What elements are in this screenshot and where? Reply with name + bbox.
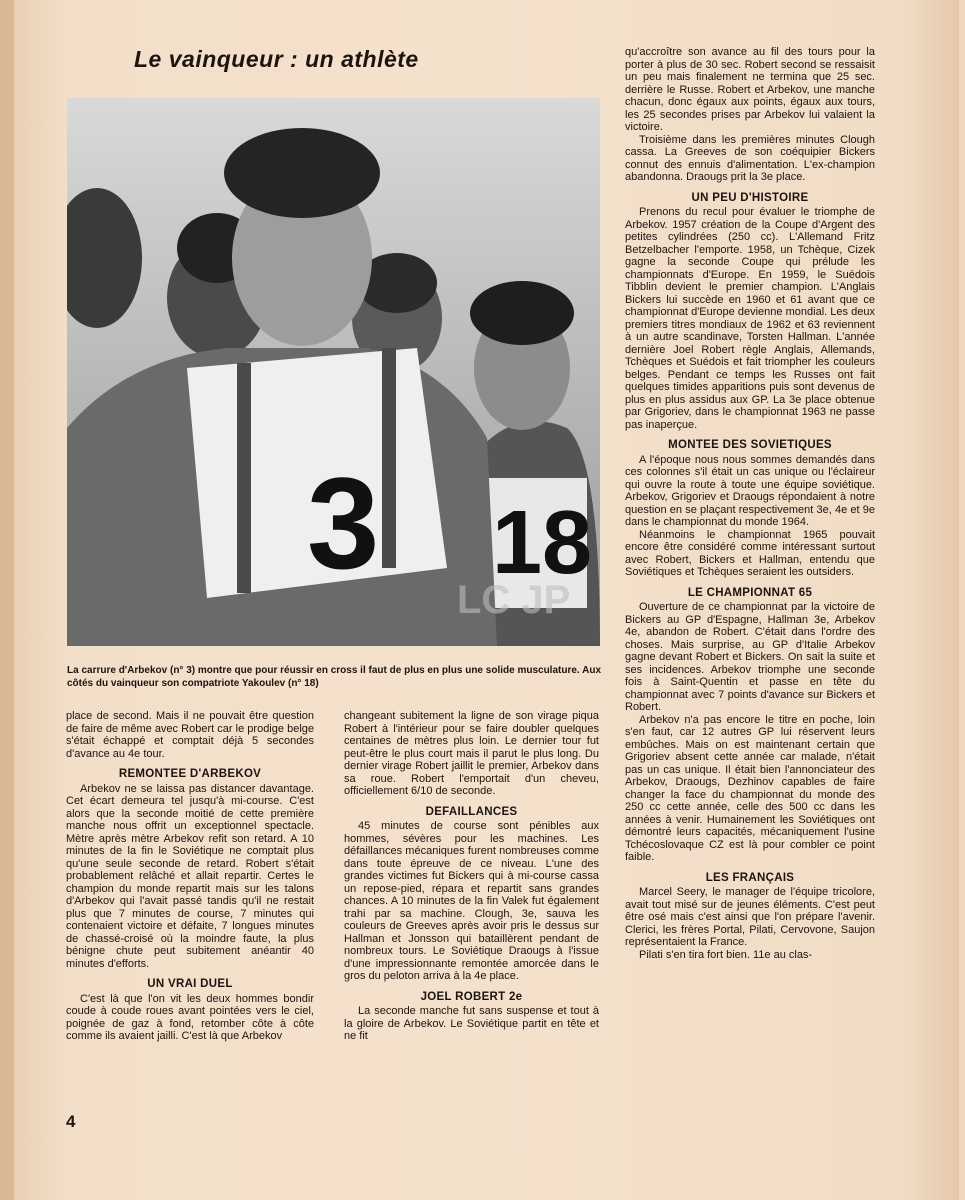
article-paragraph: Troisième dans les premières minutes Clough cassa. La Greeves de son coéquipier Bickers connut des ennuis d'alimentation. L'ex-champion abandonna. Draougs prit la 3e place.	[625, 133, 875, 183]
article-paragraph: Marcel Seery, le manager de l'équipe tricolore, avait tout misé sur de jeunes éléments. C'est peut être osé mais c'est ainsi que l'on prépare l'avenir. Clerici, les frères Portal, Pilati, Cervovone, Saujon représentaient la France.	[625, 886, 875, 948]
article-paragraph: Pilati s'en tira fort bien. 11e au clas-	[639, 948, 813, 961]
section-heading: REMONTEE D'ARBEKOV	[118, 768, 262, 780]
article-paragraph: qu'accroître son avance au fil des tours pour la porter à plus de 30 sec. Robert second se ressaisit un peu mais finalement ne termina que 25 sec. derrière le Russe. Robert et Arbekov, une manche chacun, donc égaux aux points, égaux aux tours, les 25 secondes prises par Arbekov lui valaient la victoire.	[625, 46, 875, 133]
article-paragraph: Arbekov ne se laissa pas distancer davantage. Cet écart demeura tel jusqu'à mi-course. C'est alors que la seconde moitié de cette première manche nous offrit un exceptionnel spectacle. Mètre après mètre Arbekov refit son retard. A 10 minutes de la fin le Soviétique ne comptait plus qu'une seule seconde de retard. Robert s'était probablement relâché et allait repartir. Certes le champion du monde repartit mais sur les talons d'Arbekov qui l'avait passé tandis qu'il ne restait plus que 7 minutes de course, 7 minutes qui contenaient victoire et défaite, 7 longues minutes de chassé-croisé où la moindre faute, la plus bénigne chute peut subitement anéantir 40 minutes d'efforts.	[66, 782, 314, 970]
article-paragraph: C'est là que l'on vit les deux hommes bondir coude à coude roues avant pointées vers le ciel, poignée de gaz à fond, retomber côte à côte comme ils avaient jailli. C'est là que Arbekov	[66, 992, 314, 1042]
article-title: Le vainqueur : un athlète	[134, 46, 419, 72]
race-photo-image	[67, 98, 600, 646]
article-paragraph: La seconde manche fut sans suspense et tout à la gloire de Arbekov. Le Soviétique partit en tête et ne fit	[344, 1005, 599, 1042]
bib-number-3: 3	[307, 450, 380, 596]
page-number: 4	[66, 1112, 76, 1131]
column-1	[66, 710, 314, 1043]
column-3	[625, 46, 875, 961]
article-paragraph: Prenons du recul pour évaluer le triomphe de Arbekov. 1957 création de la Coupe d'Argent des petites cylindrées (250 cc). L'Allemand Fritz Betzelbacher l'emporte. 1958, un Tchèque, Cizek gagne la seconde Coupe qui prélude les championnats d'Europe. En 1959, le Suédois Tibblin devient le premier champion. L'Anglais Bickers lui succède en 1960 et 61 avant que ce championnat d'Europe devienne mondial. Les deux premiers titres mondiaux de 1962 et 63 reviennent à un autre scandinave, Torsten Hallman. L'année dernière Joel Robert règle Anglais, Allemands, Tchèques et Suédois et fait triompher les couleurs belges. Pendant ce temps les Russes ont fait quelques timides apparitions puis sont devenus de plus en plus assidus aux GP. La 3e place obtenue par Grigoriev, dans le championnat 1963 ne passe pas inaperçue.	[625, 206, 875, 431]
article-paragraph: changeant subitement la ligne de son virage piqua Robert à l'intérieur pour se faire doubler quelques centaines de mètres plus loin. Le dernier tour fut peut-être le plus court mais il parut le plus long. Du dernier virage Robert jaillit le premier, Arbekov dans sa roue. Robert l'emportait d'un cheveu, officiellement 6/10 de seconde.	[344, 710, 599, 797]
article-paragraph: A l'époque nous nous sommes demandés dans ces colonnes s'il était un cas unique ou l'éclaireur qui ouvre la route à toute une équipe soviétique. Arbekov, Grigoriev et Draougs répondaient à notre question en se plaçant respectivement 3e, 4e et 9e dans le championnat du monde 1964.	[625, 453, 875, 528]
article-paragraph: Arbekov n'a pas encore le titre en poche, loin s'en faut, car 12 autres GP lui réservent leurs embûches. Mais on est maintenant certain que Grigoriev absent cette année car malade, n'était pas un cas unique. Il était bien l'annonciateur des Arbekov, Draougs, Dezhinov capables de faire changer la face du championnat du monde des 250 cc cette année, celle des 500 cc dans les années à venir. Humainement les Soviétiques ont démontré leurs capacités, mécaniquement l'usine Tchécoslovaque CZ est là pour combler ce point faible.	[625, 713, 875, 863]
section-heading: UN VRAI DUEL	[147, 978, 233, 990]
section-heading: LE CHAMPIONNAT 65	[687, 586, 813, 599]
section-heading: DEFAILLANCES	[425, 805, 518, 818]
section-heading: MONTEE DES SOVIETIQUES	[668, 439, 832, 451]
photo-caption: La carrure d'Arbekov (n° 3) montre que pour réussir en cross il faut de plus en plus une solide musculature. Aux côtés du vainqueur son compatriote Yakoulev (n° 18)	[67, 665, 601, 689]
article-paragraph: Néanmoins le championnat 1965 pouvait encore être considéré comme intéressant surtout avec Robert, Bickers et Hallman, entendu que Soviétiques et Tchèques seraient les outsiders.	[625, 528, 875, 578]
section-heading: JOEL ROBERT 2e	[420, 990, 523, 1003]
column-2	[344, 710, 599, 1043]
race-photo	[67, 98, 600, 646]
article-paragraph: place de second. Mais il ne pouvait être question de faire de même avec Robert car le prodige belge s'était échappé et comptait déjà 5 secondes d'avance au 4e tour.	[66, 710, 314, 760]
bib-number-18: 18	[492, 493, 593, 593]
page-binding-edge	[0, 0, 14, 1200]
section-heading: LES FRANÇAIS	[705, 871, 795, 884]
watermark-text: LC JP	[457, 578, 571, 622]
article-paragraph: 45 minutes de course sont pénibles aux hommes, sévères pour les machines. Les défaillances mécaniques furent nombreuses comme dans toute épreuve de ce niveau. L'une des grandes victimes fut Bickers qui à mi-course cassa un repose-pied, répara et repartit sans grandes chances. A 10 minutes de la fin Valek fut également trahi par sa machine. Clough, 3e, sauva les couleurs de Greeves après avoir pris le dessus sur Hallman et Jonsson qui bataillèrent pendant de nombreux tours. Le Soviétique Draougs à l'issue d'une impressionnante remontée amorcée dans le gros du peloton arriva à la 4e place.	[344, 820, 599, 982]
section-heading: UN PEU D'HISTOIRE	[691, 191, 809, 204]
article-paragraph: Ouverture de ce championnat par la victoire de Bickers au GP d'Espagne, Hallman 3e, Arbekov 4e, abandon de Robert. C'était dans l'ordre des choses. Mais surprise, au GP d'Italie Arbekov gagne devant Robert et Bickers. On sait la suite et ses incidences. Arbekov triomphe une seconde fois à Saint-Quentin et passe en tête du championnat avec 7 points d'avance sur Bickers et Robert.	[625, 601, 875, 713]
